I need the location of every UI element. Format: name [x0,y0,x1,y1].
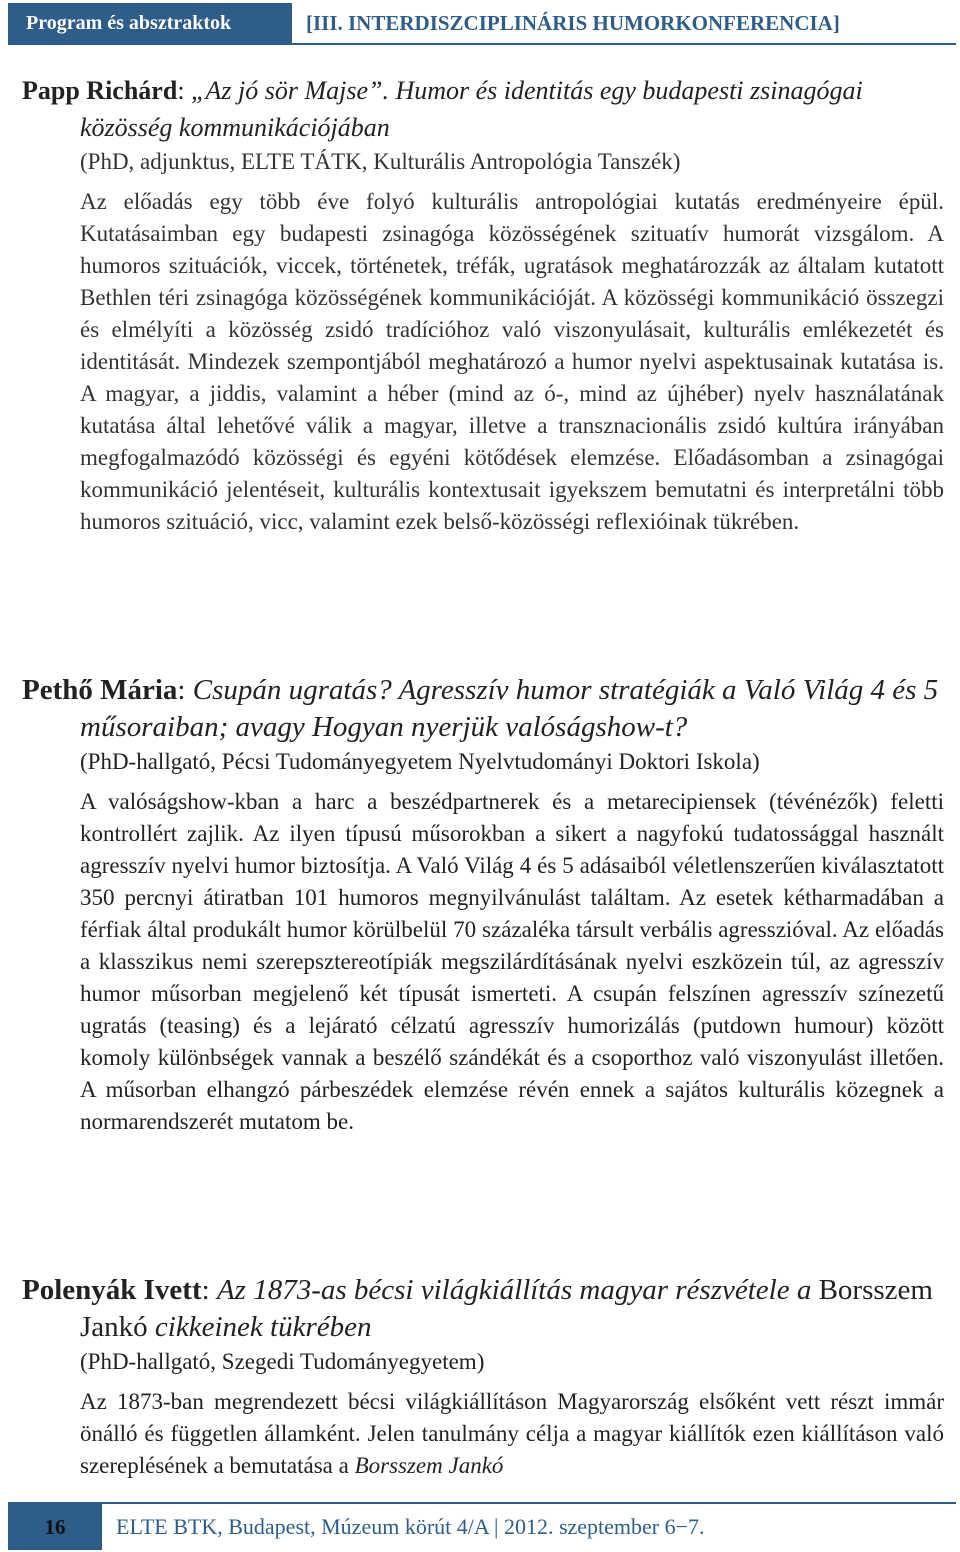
abstract-entry [22,672,944,1138]
abstract-entry [22,72,944,538]
abstract-entry [22,1272,944,1482]
journal-name: Borsszem Jankó [354,1453,504,1478]
page-number: 16 [8,1504,102,1550]
entry-affiliation: (PhD-hallgató, Pécsi Tudományegyetem Nyelvtudományi Doktori Iskola) [80,749,760,774]
entry-author: Pethő Mária [22,674,178,706]
page-header [8,3,956,45]
entry-title: Az 1873-as bécsi világkiállítás magyar részvétele a [216,1274,812,1306]
entry-title-end: cikkeinek tükrében [154,1311,372,1343]
entry-abstract: Az 1873-ban megrendezett bécsi világkiállításon Magyarország elsőként vett részt immár önálló és független államként. Jelen tanulmány célja a magyar kiállítók ezen kiállításon való szereplésének a bemutatása a Borsszem Jankó [80,1389,944,1478]
page-footer [8,1502,956,1550]
entry-abstract: Az előadás egy több éve folyó kulturális antropológiai kutatás eredményeire épül. Kutatásaimban egy budapesti zsinagóga közösségének szituatív humorát vizsgálom. A humoros szituációk, viccek, történetek, tréfák, ugratások meghatározzák az általam kutatott Bethlen téri zsinagóga közösségének kommunikációját. A közösségi kommunikáció összegzi és elmélyíti a közösség zsidó tradícióhoz való viszonyulásait, kulturális emlékezetét és identitását. Mindezek szempontjából meghatározó a humor nyelvi aspektusainak kutatása is. A magyar, a jiddis, valamint a héber (mind az ó-, mind az újhéber) nyelv használatának kutatása által lehetővé válik a magyar, illetve a transznacionális zsidó kultúra irányában megfogalmazódó közösségi és egyéni kötődések elemzése. Előadásomban a zsinagógai kommunikáció jelentéseit, kulturális kontextusait igyekszem bemutatni és interpretálni több humoros szituáció, vicc, valamint ezek belső-közösségi reflexióinak tükrében. [80,189,944,534]
footer-venue-date: ELTE BTK, Budapest, Múzeum körút 4/A | 2012. szeptember 6−7. [116,1514,705,1539]
entry-title-line: Polenyák Ivett: Az 1873-as bécsi világkiállítás magyar részvétele a Borsszem Jankó cikkeinek tükrében [22,1274,933,1343]
entry-title-line: Papp Richárd: „Az jó sör Majse”. Humor és identitás egy budapesti zsinagógai közösség kommunikációjában [22,76,863,142]
entry-title: „Az jó sör Majse”. Humor és identitás egy budapesti zsinagógai közösség kommunikációjában [80,76,863,142]
entry-affiliation: (PhD-hallgató, Szegedi Tudományegyetem) [80,1349,485,1374]
entry-title-line: Pethő Mária: Csupán ugratás? Agresszív humor stratégiák a Való Világ 4 és 5 műsoraiban; avagy Hogyan nyerjük valóságshow-t? [22,674,939,743]
entry-author: Polenyák Ivett [22,1274,202,1306]
header-conference-title: [III. INTERDISZCIPLINÁRIS HUMORKONFERENCIA] [306,11,840,35]
entry-title-journal: Borsszem Jankó [80,1274,933,1343]
entry-title: Csupán ugratás? Agresszív humor stratégiák a Való Világ 4 és 5 műsoraiban; avagy Hogyan nyerjük valóságshow-t? [80,674,939,743]
entry-abstract: A valóságshow-kban a harc a beszédpartnerek és a metarecipiensek (tévénézők) feletti kontrollért zajlik. Az ilyen típusú műsorokban a sikert a nagyfokú tudatossággal használt agresszív nyelvi humor biztosítja. A Való Világ 4 és 5 adásaiból véletlenszerűen kiválasztatott 350 percnyi átiratban 101 humoros megnyilvánulást találtam. Az esetek kétharmadában a férfiak által produkált humor körülbelül 70 százaléka társult verbális agresszióval. Az előadás a klasszikus nemi szerepsztereotípiák megszilárdításának nyelvi eszközein túl, az agresszív humor műsorban megjelenő két típusát ismerteti. A csupán felszínen agresszív színezetű ugratás (teasing) és a lejárató célzatú agresszív humorizálás (putdown humour) között komoly különbségek vannak a beszélő szándékát és a csoporthoz való viszonyulást illetően. A műsorban elhangzó párbeszédek elemzése révén ennek a sajátos kulturális közegnek a normarendszerét mutatom be. [80,789,944,1134]
entry-affiliation: (PhD, adjunktus, ELTE TÁTK, Kulturális Antropológia Tanszék) [80,149,681,174]
header-section-label: Program és absztraktok [8,3,292,43]
entry-author: Papp Richárd [22,76,178,105]
